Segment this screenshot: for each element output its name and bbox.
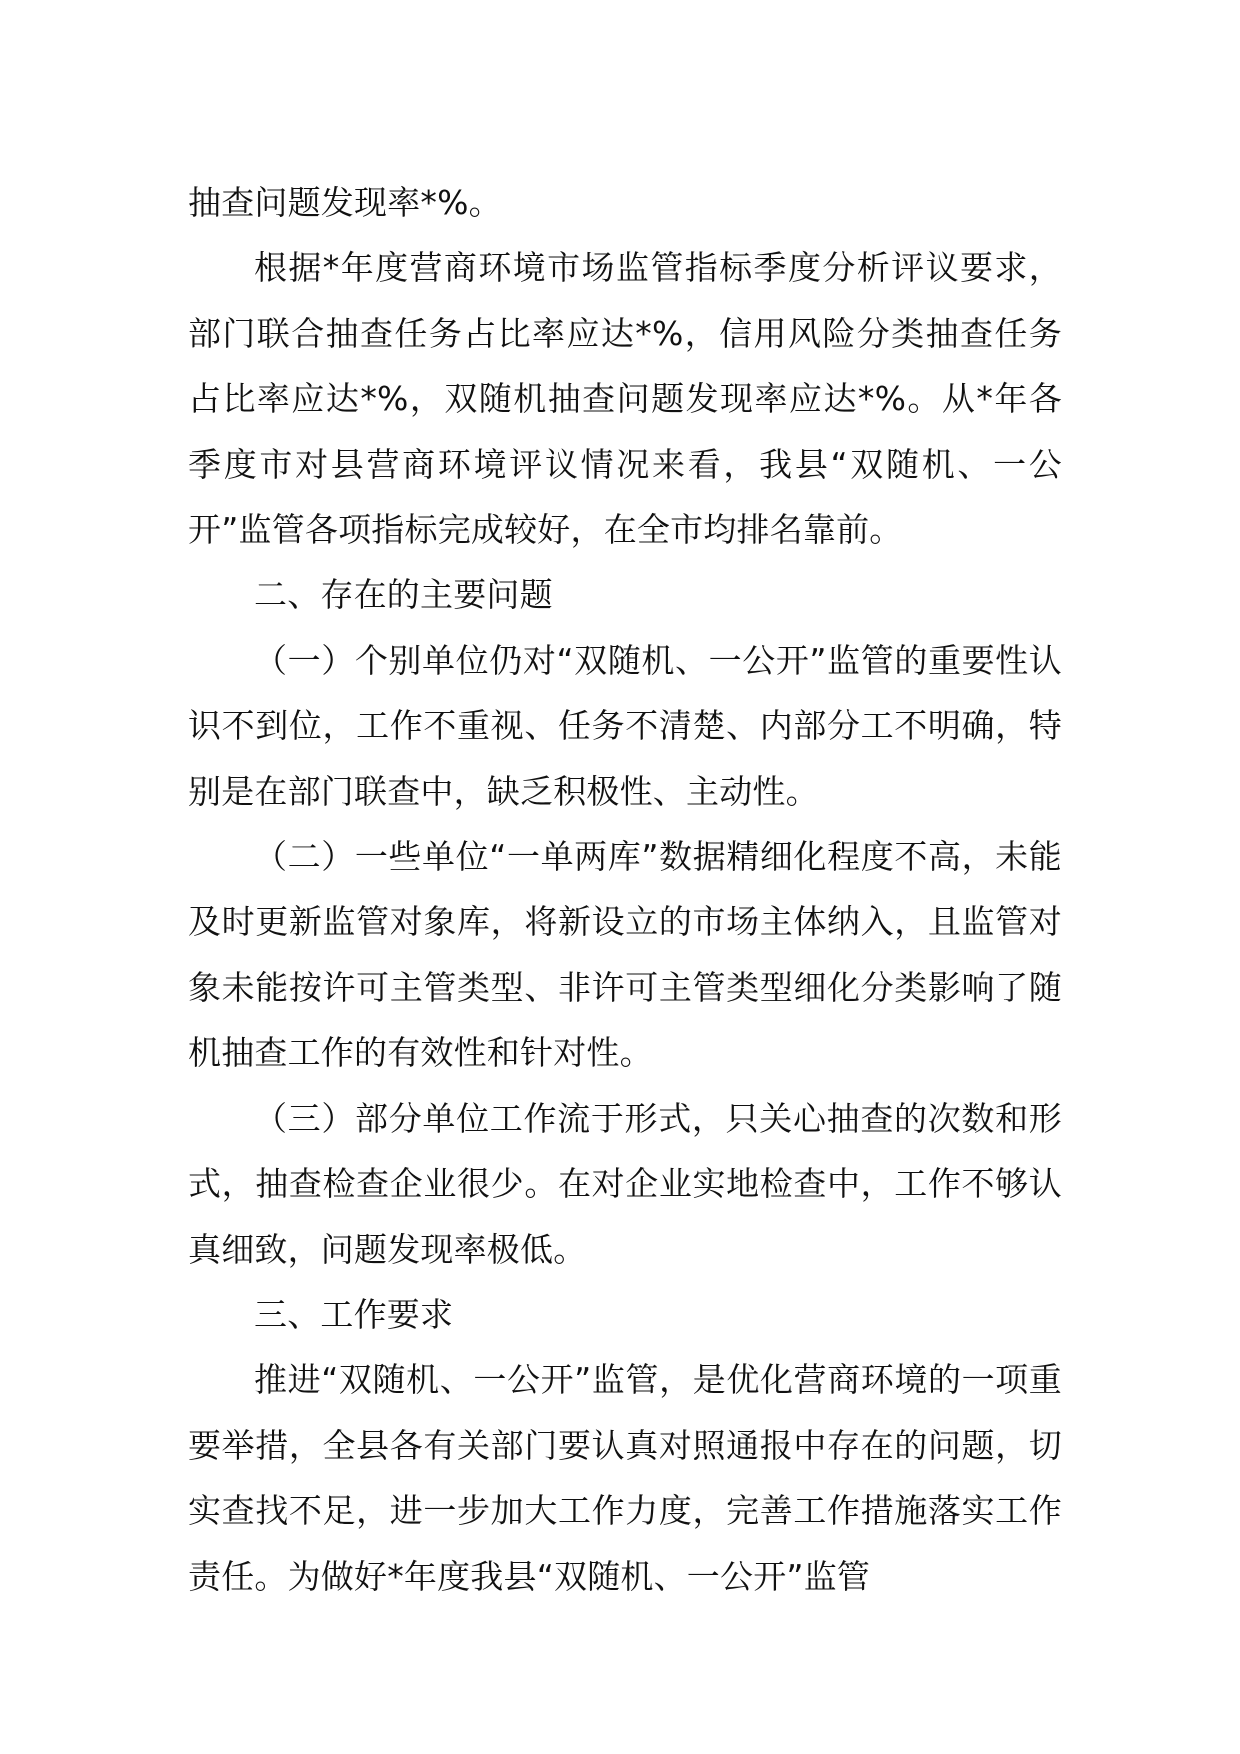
document-page <box>188 170 1062 1609</box>
paragraph-problem-3: （三）部分单位工作流于形式，只关心抽查的次数和形式，抽查检查企业很少。在对企业实地检查中，工作不够认真细致，问题发现率极低。 <box>188 1098 1062 1269</box>
section-heading-work-requirements: 三、工作要求 <box>254 1294 454 1334</box>
paragraph-continuation: 抽查问题发现率*%。 <box>188 183 502 222</box>
paragraph-problem-2: （二）一些单位“一单两库”数据精细化程度不高，未能及时更新监管对象库，将新设立的市场主体纳入，且监管对象未能按许可主管类型、非许可主管类型细化分类影响了随机抽查工作的有效性和针对性。 <box>188 837 1062 1073</box>
paragraph-work-requirements: 推进“双随机、一公开”监管，是优化营商环境的一项重要举措，全县各有关部门要认真对照通报中存在的问题，切实查找不足，进一步加大工作力度，完善工作措施落实工作责任。为做好*年度我县“双随机、一公开”监管 <box>188 1360 1062 1596</box>
section-heading-main-problems: 二、存在的主要问题 <box>254 575 553 615</box>
paragraph-problem-1: （一）个别单位仍对“双随机、一公开”监管的重要性认识不到位，工作不重视、任务不清楚、内部分工不明确，特别是在部门联查中，缺乏积极性、主动性。 <box>188 640 1062 811</box>
paragraph-indicator-requirements: 根据*年度营商环境市场监管指标季度分析评议要求，部门联合抽查任务占比率应达*%，信用风险分类抽查任务占比率应达*%，双随机抽查问题发现率应达*%。从*年各季度市对县营商环境评议情况来看，我县“双随机、一公开”监管各项指标完成较好，在全市均排名靠前。 <box>188 248 1062 550</box>
